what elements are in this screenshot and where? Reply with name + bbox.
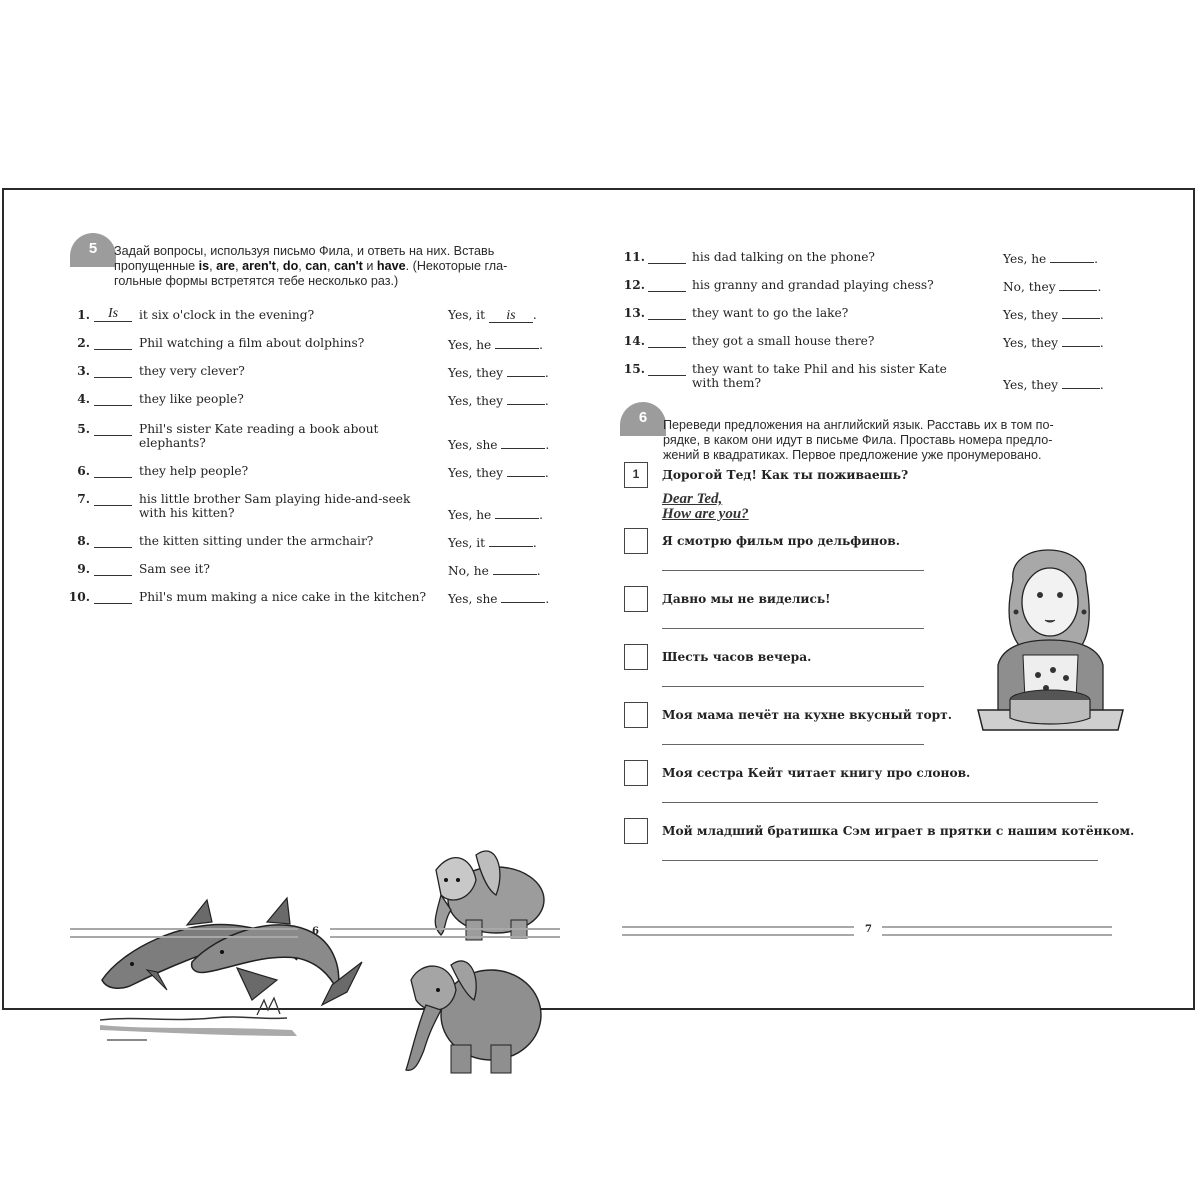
keyword: are bbox=[216, 259, 236, 273]
answer-period: . bbox=[544, 466, 549, 480]
answer-blank-input[interactable] bbox=[495, 506, 539, 519]
translation-answer-line[interactable] bbox=[662, 802, 1098, 803]
answer-prefix: Yes, it bbox=[448, 308, 489, 322]
workbook-spread bbox=[2, 188, 1195, 1010]
answer-period: . bbox=[532, 308, 537, 322]
answer-blank-input[interactable] bbox=[507, 464, 545, 477]
answer bbox=[1003, 376, 1104, 392]
exercise-5-badge bbox=[70, 233, 116, 267]
question-number: 4. bbox=[77, 392, 90, 406]
instruction-line: Задай вопросы, используя письмо Фила, и ответь на них. Вставь bbox=[114, 244, 495, 258]
elephants-illustration bbox=[396, 840, 556, 1080]
question-blank-input[interactable] bbox=[94, 562, 132, 576]
answer-period: . bbox=[545, 592, 550, 606]
translation-answer-line[interactable] bbox=[662, 686, 924, 687]
answer-blank-input[interactable] bbox=[489, 534, 533, 547]
answer-blank-input[interactable] bbox=[501, 590, 545, 603]
question-number: 14. bbox=[623, 334, 645, 348]
sentence-number-box[interactable] bbox=[624, 586, 648, 612]
answer-period: . bbox=[1097, 280, 1102, 294]
sentence-number-box[interactable] bbox=[624, 702, 648, 728]
question-text: they got a small house there? bbox=[692, 334, 875, 348]
answer-prefix: Yes, it bbox=[448, 536, 489, 550]
question-text: his little brother Sam playing hide-and-seek bbox=[139, 492, 411, 506]
instruction-line: жений в квадратиках. Первое предложение уже пронумеровано. bbox=[663, 448, 1042, 462]
question-text: they like people? bbox=[139, 392, 244, 406]
question-blank-input[interactable] bbox=[94, 492, 132, 506]
answer bbox=[448, 336, 543, 352]
exercise-number: 6 bbox=[638, 409, 648, 426]
page-6 bbox=[4, 190, 600, 1008]
answer-period: . bbox=[1099, 378, 1104, 392]
question-text-continued: with them? bbox=[692, 376, 762, 390]
answer-prefix: Yes, she bbox=[448, 438, 502, 452]
sentence-number-box[interactable] bbox=[624, 528, 648, 554]
footer-rule-right-b bbox=[882, 926, 1112, 936]
page-number-6: 6 bbox=[312, 926, 319, 937]
question-number: 13. bbox=[623, 306, 645, 320]
answer-prefix: Yes, they bbox=[1003, 308, 1062, 322]
elephant-top bbox=[435, 851, 544, 940]
answer bbox=[448, 308, 537, 323]
question-blank-input[interactable] bbox=[94, 336, 132, 350]
sentence-number-box[interactable]: 1 bbox=[624, 462, 648, 488]
russian-sentence: Моя мама печёт на кухне вкусный торт. bbox=[662, 708, 952, 722]
question-number: 15. bbox=[623, 362, 645, 376]
question-blank-input[interactable] bbox=[648, 306, 686, 320]
exercise-6-badge bbox=[620, 402, 666, 436]
translation-answer-line[interactable] bbox=[662, 628, 924, 629]
answer-prefix: Yes, he bbox=[448, 338, 496, 352]
answer bbox=[448, 392, 549, 408]
answer-blank-input[interactable] bbox=[1062, 334, 1100, 347]
sentence-number-box[interactable] bbox=[624, 760, 648, 786]
answer-period: . bbox=[1099, 308, 1104, 322]
answer-blank-input[interactable] bbox=[1050, 250, 1094, 263]
footer-rule-left-b bbox=[330, 928, 560, 938]
russian-sentence: Мой младший братишка Сэм играет в прятки с нашим котёнком. bbox=[662, 824, 1135, 838]
answer-blank-input[interactable] bbox=[507, 364, 545, 377]
question-text: Sam see it? bbox=[139, 562, 210, 576]
answer-prefix: Yes, he bbox=[1003, 252, 1051, 266]
answer bbox=[448, 562, 541, 578]
instruction-line: рядке, в каком они идут в письме Фила. Проставь номера предло- bbox=[663, 433, 1053, 447]
question-number: 1. bbox=[77, 308, 90, 322]
question-text-continued: elephants? bbox=[139, 436, 206, 450]
answer-blank-input[interactable] bbox=[501, 436, 545, 449]
sentence-number-box[interactable] bbox=[624, 818, 648, 844]
exercise-6-instruction bbox=[663, 418, 1113, 463]
question-text: Phil's sister Kate reading a book about bbox=[139, 422, 379, 436]
answer bbox=[1003, 278, 1101, 294]
answer-period: . bbox=[539, 508, 544, 522]
question-blank-input[interactable]: Is bbox=[94, 308, 132, 322]
question-number: 2. bbox=[77, 336, 90, 350]
answer-prefix: Yes, they bbox=[448, 394, 507, 408]
instruction-line: гольные формы встретятся тебе несколько раз.) bbox=[114, 274, 399, 288]
question-number: 6. bbox=[77, 464, 90, 478]
question-blank-input[interactable] bbox=[94, 534, 132, 548]
exercise-5-instruction bbox=[114, 244, 564, 289]
sample-translation-line: How are you? bbox=[662, 506, 749, 522]
answer-blank-input[interactable] bbox=[1062, 376, 1100, 389]
answer bbox=[448, 436, 549, 452]
answer-blank-input[interactable] bbox=[1059, 278, 1097, 291]
answer-blank-input[interactable] bbox=[507, 392, 545, 405]
elephant-bottom bbox=[406, 961, 541, 1073]
question-text: his dad talking on the phone? bbox=[692, 250, 875, 264]
question-text: it six o'clock in the evening? bbox=[139, 308, 315, 322]
answer bbox=[448, 534, 537, 550]
answer-blank-input[interactable] bbox=[495, 336, 539, 349]
question-text: they want to take Phil and his sister Kate bbox=[692, 362, 947, 376]
answer-period: . bbox=[544, 366, 549, 380]
answer bbox=[1003, 334, 1104, 350]
footer-rule-right-a bbox=[622, 926, 854, 936]
russian-sentence: Давно мы не виделись! bbox=[662, 592, 831, 606]
russian-sentence: Моя сестра Кейт читает книгу про слонов. bbox=[662, 766, 971, 780]
answer-period: . bbox=[539, 338, 544, 352]
question-text: his granny and grandad playing chess? bbox=[692, 278, 934, 292]
answer-period: . bbox=[545, 438, 550, 452]
question-text: they very clever? bbox=[139, 364, 245, 378]
keyword: can't bbox=[333, 259, 363, 273]
answer-period: . bbox=[544, 394, 549, 408]
russian-sentence: Дорогой Тед! Как ты поживаешь? bbox=[662, 468, 909, 482]
water-splash bbox=[100, 998, 297, 1040]
question-number: 8. bbox=[77, 534, 90, 548]
keyword: have bbox=[376, 259, 406, 273]
question-blank-input[interactable] bbox=[94, 364, 132, 378]
answer-blank-input[interactable] bbox=[1062, 306, 1100, 319]
question-blank-input[interactable] bbox=[648, 362, 686, 376]
question-text: Phil watching a film about dolphins? bbox=[139, 336, 365, 350]
question-number: 12. bbox=[623, 278, 645, 292]
question-blank-input[interactable] bbox=[648, 278, 686, 292]
question-number: 11. bbox=[623, 250, 645, 264]
answer-prefix: Yes, she bbox=[448, 592, 502, 606]
question-text: Phil's mum making a nice cake in the kitchen? bbox=[139, 590, 427, 604]
question-blank-input[interactable] bbox=[94, 464, 132, 478]
answer-prefix: Yes, they bbox=[1003, 378, 1062, 392]
sample-translation-line: Dear Ted, bbox=[662, 491, 723, 507]
answer bbox=[1003, 250, 1098, 266]
sample-translation bbox=[662, 492, 749, 522]
question-number: 9. bbox=[77, 562, 90, 576]
answer-period: . bbox=[532, 536, 537, 550]
keyword: is bbox=[198, 259, 210, 273]
question-number: 10. bbox=[68, 590, 90, 604]
question-blank-input[interactable] bbox=[94, 392, 132, 406]
footer-rule-left-a bbox=[70, 928, 298, 938]
instruction-line: Переведи предложения на английский язык. Расставь их в том по- bbox=[663, 418, 1054, 432]
answer-prefix: Yes, he bbox=[448, 508, 496, 522]
answer bbox=[448, 506, 543, 522]
keyword: aren't bbox=[242, 259, 276, 273]
question-text: they want to go the lake? bbox=[692, 306, 849, 320]
answer bbox=[1003, 306, 1104, 322]
translation-answer-line[interactable] bbox=[662, 860, 1098, 861]
answer-prefix: Yes, they bbox=[448, 466, 507, 480]
question-number: 3. bbox=[77, 364, 90, 378]
answer bbox=[448, 364, 549, 380]
dolphin-right bbox=[192, 898, 362, 1005]
question-number: 7. bbox=[77, 492, 90, 506]
answer-prefix: Yes, they bbox=[448, 366, 507, 380]
question-text-continued: with his kitten? bbox=[139, 506, 235, 520]
answer-period: . bbox=[1099, 336, 1104, 350]
question-blank-input[interactable] bbox=[94, 590, 132, 604]
question-blank-input[interactable] bbox=[648, 334, 686, 348]
translation-answer-line[interactable] bbox=[662, 744, 924, 745]
answer-prefix: No, he bbox=[448, 564, 493, 578]
question-number: 5. bbox=[77, 422, 90, 436]
russian-sentence: Я смотрю фильм про дельфинов. bbox=[662, 534, 901, 548]
keyword: can bbox=[305, 259, 327, 273]
answer bbox=[448, 590, 549, 606]
answer-blank-input[interactable] bbox=[493, 562, 537, 575]
sentence-number-box[interactable] bbox=[624, 644, 648, 670]
translation-answer-line[interactable] bbox=[662, 570, 924, 571]
russian-sentence: Шесть часов вечера. bbox=[662, 650, 812, 664]
question-text: the kitten sitting under the armchair? bbox=[139, 534, 374, 548]
dolphins-illustration bbox=[92, 880, 372, 1060]
woman-with-cake-illustration bbox=[968, 540, 1138, 740]
page-number-7: 7 bbox=[865, 924, 872, 935]
answer bbox=[448, 464, 549, 480]
answer-period: . bbox=[1094, 252, 1099, 266]
question-blank-input[interactable] bbox=[648, 250, 686, 264]
answer-prefix: No, they bbox=[1003, 280, 1060, 294]
question-text: they help people? bbox=[139, 464, 249, 478]
answer-prefix: Yes, they bbox=[1003, 336, 1062, 350]
answer-period: . bbox=[536, 564, 541, 578]
exercise-number: 5 bbox=[88, 240, 98, 257]
keyword: do bbox=[282, 259, 299, 273]
answer-blank-input[interactable]: is bbox=[489, 310, 533, 323]
instruction-line: пропущенные is, are, aren't, do, can, can't и have. (Некоторые гла- bbox=[114, 259, 508, 273]
question-blank-input[interactable] bbox=[94, 422, 132, 436]
page-7 bbox=[600, 190, 1197, 1008]
